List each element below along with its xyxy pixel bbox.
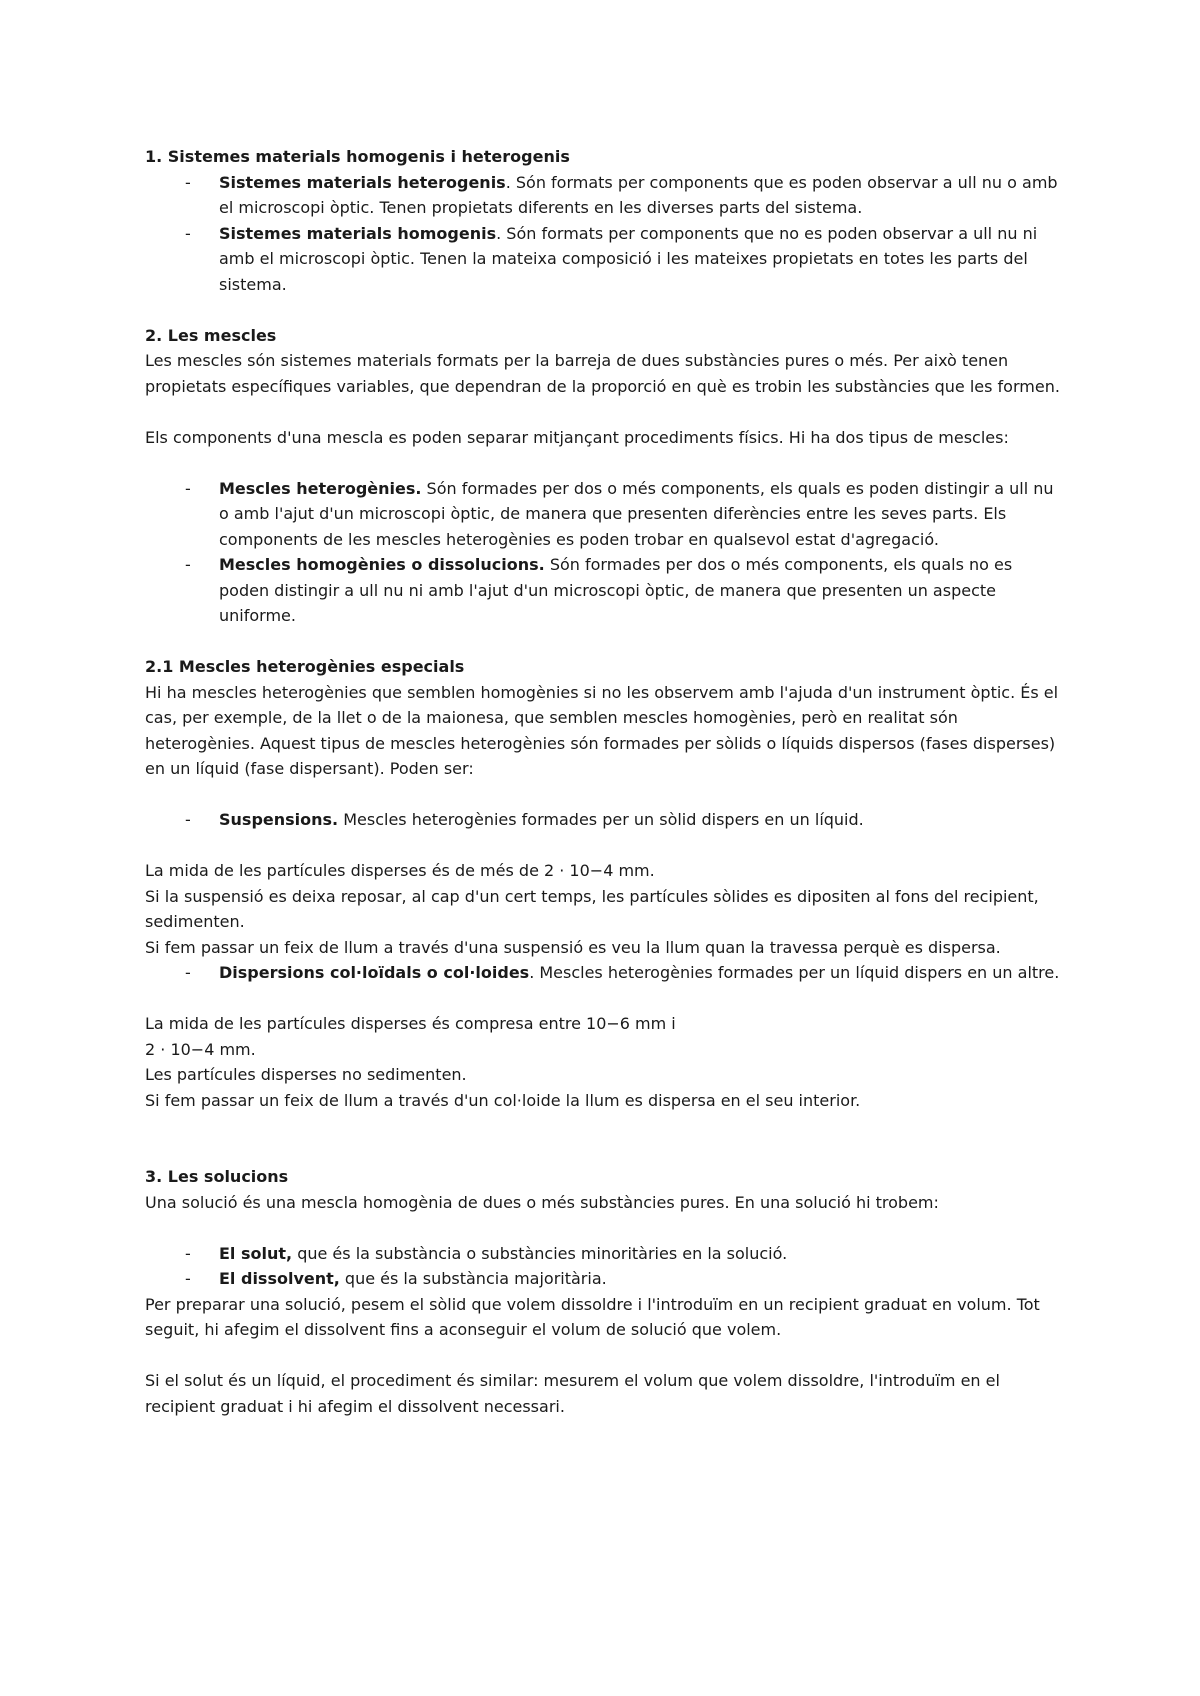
list-item-text: que és la substància o substàncies minoritàries en la solució. <box>292 1243 788 1263</box>
list-item-term: Suspensions. <box>219 810 339 829</box>
section-3-list <box>145 1241 1065 1292</box>
list-item-term: Sistemes materials heterogenis <box>219 172 506 192</box>
section-1-heading: 1. Sistemes materials homogenis i heterogenis <box>145 147 570 166</box>
paragraph-line: Si la suspensió es deixa reposar, al cap d'un cert temps, les partícules sòlides es dipositen al fons del recipient, sedimenten. <box>145 886 1039 931</box>
paragraph-line: 2 · 10−4 mm. <box>145 1039 256 1059</box>
section-2-list <box>145 476 1065 629</box>
list-item-term: Dispersions col·loïdals o col·loides <box>219 963 530 982</box>
list-item <box>145 221 1065 298</box>
list-item-term: El solut, <box>219 1243 293 1263</box>
bullet-dash: - <box>185 478 191 498</box>
bullet-dash: - <box>185 963 191 982</box>
list-item <box>145 1241 1065 1267</box>
list-item-text: Mescles heterogènies formades per un sòlid dispers en un líquid. <box>338 810 864 829</box>
list-item-term: Mescles homogènies o dissolucions. <box>219 555 545 574</box>
bullet-dash: - <box>185 1269 191 1288</box>
paragraph: Si el solut és un líquid, el procediment és similar: mesurem el volum que volem dissoldre, l'introduïm en el recipient graduat i hi afegim el dissolvent necessari. <box>145 1371 1000 1416</box>
document-page <box>145 144 1065 1419</box>
list-item <box>145 552 1065 629</box>
paragraph: Una solució és una mescla homogènia de dues o més substàncies pures. En una solució hi trobem: <box>145 1192 939 1212</box>
list-item-text: Són formades per dos o més components, els quals no es poden distingir a ull nu ni amb l'ajut d'un microscopi òptic, de manera que presenten un aspecte uniforme. <box>219 555 1013 625</box>
paragraph-line: Les partícules disperses no sedimenten. <box>145 1065 467 1084</box>
list-item-text: que és la substància majoritària. <box>339 1269 607 1288</box>
list-item <box>145 960 1065 986</box>
list-item <box>145 476 1065 553</box>
paragraph-line: Si fem passar un feix de llum a través d'una suspensió es veu la llum quan la travessa perquè es dispersa. <box>145 937 1001 957</box>
paragraph: Els components d'una mescla es poden separar mitjançant procediments físics. Hi ha dos tipus de mescles: <box>145 427 1009 447</box>
bullet-dash: - <box>185 1243 191 1263</box>
paragraph: Les mescles són sistemes materials formats per la barreja de dues substàncies pures o més. Per això tenen propietats específiques variables, que dependran de la proporció en què es trobin les substàncies que les formen. <box>145 351 1060 396</box>
list-item-term: Mescles heterogènies. <box>219 478 422 498</box>
paragraph-line: Si fem passar un feix de llum a través d'un col·loide la llum es dispersa en el seu interior. <box>145 1090 861 1110</box>
paragraph: Hi ha mescles heterogènies que semblen homogènies si no les observem amb l'ajuda d'un instrument òptic. És el cas, per exemple, de la llet o de la maionesa, que semblen mescles homogènies, però en realitat són heterogènies. Aquest tipus de mescles heterogènies són formades per sòlids o líquids dispersos (fases disperses) en un líquid (fase dispersant). Poden ser: <box>145 682 1059 778</box>
bullet-dash: - <box>185 555 191 574</box>
list-item <box>145 1266 1065 1292</box>
list-item-term: El dissolvent, <box>219 1269 340 1288</box>
list-item-text: . Mescles heterogènies formades per un líquid dispers en un altre. <box>529 963 1060 982</box>
list-item-term: Sistemes materials homogenis <box>219 223 497 243</box>
bullet-dash: - <box>185 810 191 829</box>
section-3-heading: 3. Les solucions <box>145 1167 289 1186</box>
section-1-list <box>145 170 1065 298</box>
paragraph-line: La mida de les partícules disperses és de més de 2 · 10−4 mm. <box>145 861 655 880</box>
section-2-1-heading: 2.1 Mescles heterogènies especials <box>145 657 465 676</box>
suspensions-list <box>145 807 1065 833</box>
list-item-text: Són formades per dos o més components, els quals es poden distingir a ull nu o amb l'ajut d'un microscopi òptic, de manera que presenten diferències entre les seves parts. Els components de les mescles heterogènies es poden trobar en qualsevol estat d'agregació. <box>219 478 1054 549</box>
list-item <box>145 170 1065 221</box>
list-item <box>145 807 1065 833</box>
bullet-dash: - <box>185 223 191 243</box>
list-item-text: . Són formats per components que es poden observar a ull nu o amb el microscopi òptic. Tenen propietats diferents en les diverses parts del sistema. <box>219 172 1058 217</box>
paragraph-line: La mida de les partícules disperses és compresa entre 10−6 mm i <box>145 1014 676 1033</box>
colloids-list <box>145 960 1065 986</box>
section-2-heading: 2. Les mescles <box>145 325 277 345</box>
bullet-dash: - <box>185 172 191 192</box>
paragraph: Per preparar una solució, pesem el sòlid que volem dissoldre i l'introduïm en un recipient graduat en volum. Tot seguit, hi afegim el dissolvent fins a aconseguir el volum de solució que volem. <box>145 1294 1040 1339</box>
list-item-text: . Són formats per components que no es poden observar a ull nu ni amb el microscopi òptic. Tenen la mateixa composició i les mateixes propietats en totes les parts del sistema. <box>219 223 1038 294</box>
